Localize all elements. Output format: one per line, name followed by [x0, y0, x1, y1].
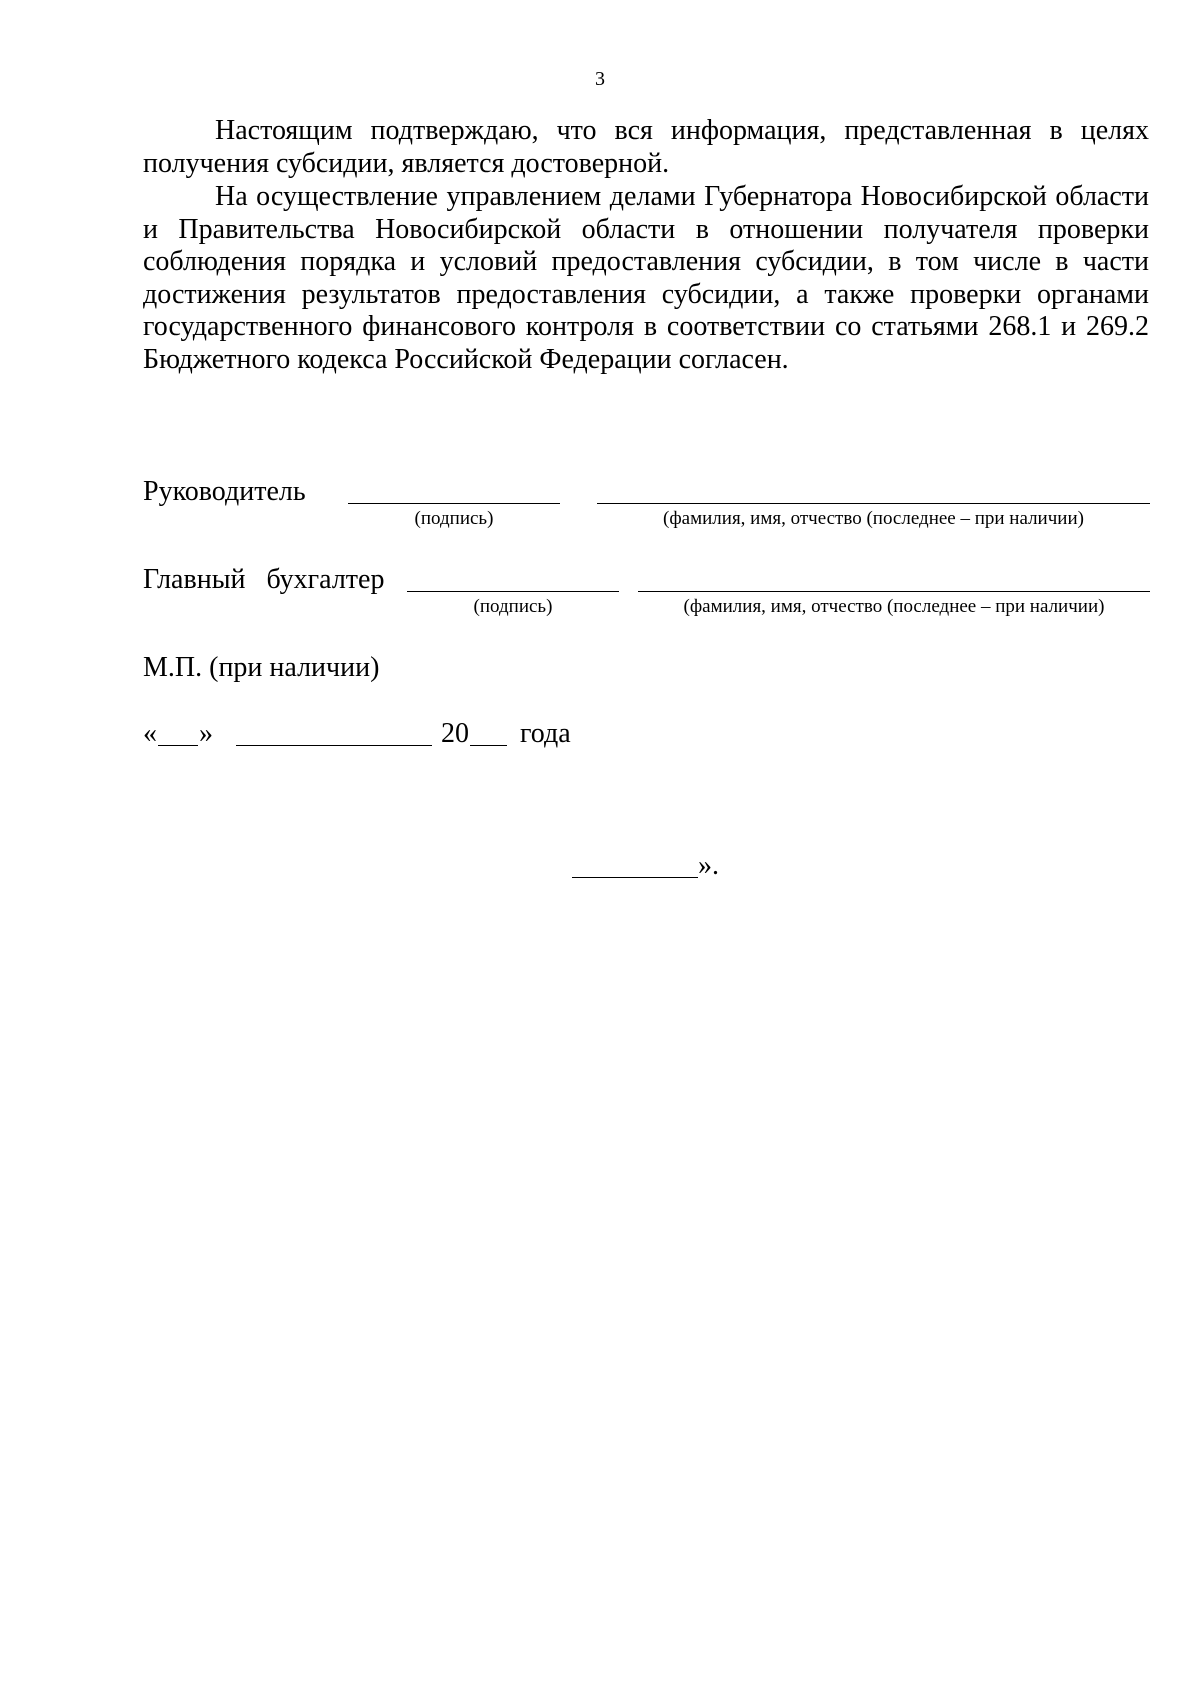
accountant-name-caption: (фамилия, имя, отчество (последнее – при наличии) [683, 596, 1105, 617]
head-name-caption: (фамилия, имя, отчество (последнее – при наличии) [663, 508, 1084, 529]
date-open-quote: « [143, 718, 157, 749]
closing-mark: ». [698, 850, 719, 881]
head-signature-caption: (подпись) [414, 508, 494, 529]
role-chief-accountant-label: Главный бухгалтер [143, 564, 385, 595]
page-number: 3 [595, 68, 605, 90]
stamp-label: М.П. (при наличии) [143, 652, 380, 683]
paragraph-text: На осуществление управлением делами Губернатора Новосибирской области и Правительства Новосибирской области в отношении получателя проверки соблюдения порядка и условий предоставления субсидии, в том числе в части достижения результатов предоставления субсидии, а также проверки органами государственного финансового контроля в соответствии со статьями 268.1 и 269.2 Бюджетного кодекса Российской Федерации согласен. [143, 181, 1149, 375]
paragraph-text: Настоящим подтверждаю, что вся информация, представленная в целях получения субсидии, является достоверной. [143, 115, 1149, 179]
date-year-line [470, 745, 507, 746]
head-signature-line [348, 503, 560, 504]
closing-line [572, 877, 698, 878]
date-month-line [236, 745, 432, 746]
accountant-name-line [638, 591, 1150, 592]
paragraph-confirmation [143, 115, 1149, 180]
date-day-line [158, 745, 198, 746]
paragraph-consent [143, 181, 1149, 376]
role-head-label: Руководитель [143, 476, 306, 507]
accountant-signature-caption: (подпись) [473, 596, 553, 617]
accountant-signature-line [407, 591, 619, 592]
head-name-line [597, 503, 1150, 504]
date-year-prefix: 20 [441, 718, 469, 749]
date-year-suffix: года [520, 718, 571, 749]
date-close-quote: » [199, 718, 213, 749]
